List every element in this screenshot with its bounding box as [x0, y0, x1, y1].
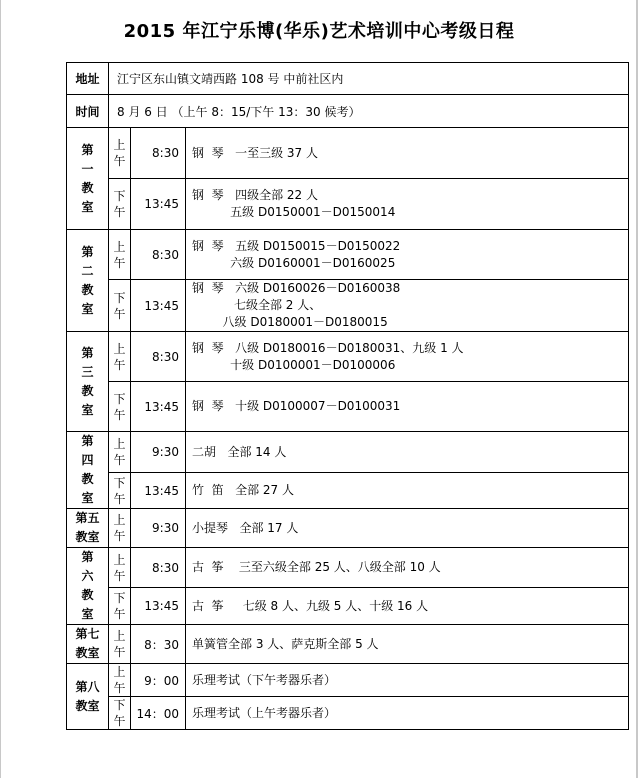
session-row	[67, 697, 629, 730]
session-content: 钢 琴 一至三级 37 人	[186, 128, 629, 179]
session-period: 下 午	[109, 697, 131, 730]
session-period: 下 午	[109, 588, 131, 625]
room-name: 第 四 教 室	[67, 432, 109, 509]
session-period: 上 午	[109, 548, 131, 588]
session-content: 钢 琴 八级 D0180016－D0180031、九级 1 人 十级 D0100001－D0100006	[186, 332, 629, 382]
room-name: 第 六 教 室	[67, 548, 109, 625]
session-time: 13:45	[131, 382, 186, 432]
session-row	[67, 382, 629, 432]
session-content: 钢 琴 十级 D0100007－D0100031	[186, 382, 629, 432]
session-content: 竹 笛 全部 27 人	[186, 473, 629, 509]
session-period: 上 午	[109, 664, 131, 697]
session-time: 8:30	[131, 230, 186, 280]
session-time: 13:45	[131, 280, 186, 332]
room-name: 第 二 教 室	[67, 230, 109, 332]
session-period: 上 午	[109, 332, 131, 382]
session-time: 14：00	[131, 697, 186, 730]
address-value: 江宁区东山镇文靖西路 108 号 中前社区内	[109, 63, 629, 95]
session-time: 8:30	[131, 128, 186, 179]
window-left-border	[0, 0, 1, 778]
session-row	[67, 625, 629, 664]
room-name: 第五 教室	[67, 509, 109, 548]
session-row	[67, 664, 629, 697]
session-time: 13:45	[131, 473, 186, 509]
session-content: 钢 琴 五级 D0150015－D0150022 六级 D0160001－D0160025	[186, 230, 629, 280]
session-period: 上 午	[109, 432, 131, 473]
session-content: 小提琴 全部 17 人	[186, 509, 629, 548]
session-period: 下 午	[109, 382, 131, 432]
session-content: 古 筝 七级 8 人、九级 5 人、十级 16 人	[186, 588, 629, 625]
session-period: 上 午	[109, 509, 131, 548]
time-label: 时间	[67, 95, 109, 128]
address-label: 地址	[67, 63, 109, 95]
room-name: 第 三 教 室	[67, 332, 109, 432]
page-title: 2015 年江宁乐博(华乐)艺术培训中心考级日程	[123, 21, 515, 42]
session-period: 上 午	[109, 230, 131, 280]
room-name: 第八 教室	[67, 664, 109, 730]
session-period: 下 午	[109, 280, 131, 332]
session-time: 9：00	[131, 664, 186, 697]
time-value: 8 月 6 日 （上午 8：15/下午 13：30 候考）	[109, 95, 629, 128]
session-row	[67, 473, 629, 509]
room-name: 第七 教室	[67, 625, 109, 664]
time-row	[67, 95, 629, 128]
schedule-table	[66, 62, 629, 730]
session-period: 下 午	[109, 473, 131, 509]
session-time: 8:30	[131, 548, 186, 588]
session-period: 下 午	[109, 179, 131, 230]
session-row	[67, 509, 629, 548]
session-row	[67, 432, 629, 473]
session-row	[67, 128, 629, 179]
address-row	[67, 63, 629, 95]
session-time: 8:30	[131, 332, 186, 382]
session-time: 13:45	[131, 179, 186, 230]
session-content: 古 筝 三至六级全部 25 人、八级全部 10 人	[186, 548, 629, 588]
room-name: 第 一 教 室	[67, 128, 109, 230]
session-row	[67, 230, 629, 280]
session-row	[67, 588, 629, 625]
session-time: 9:30	[131, 432, 186, 473]
session-row	[67, 179, 629, 230]
session-content: 乐理考试（上午考器乐者）	[186, 697, 629, 730]
session-content: 钢 琴 四级全部 22 人 五级 D0150001－D0150014	[186, 179, 629, 230]
session-period: 上 午	[109, 128, 131, 179]
session-row	[67, 332, 629, 382]
session-row	[67, 548, 629, 588]
session-time: 8：30	[131, 625, 186, 664]
session-content: 乐理考试（下午考器乐者）	[186, 664, 629, 697]
session-row	[67, 280, 629, 332]
session-time: 13:45	[131, 588, 186, 625]
session-content: 钢 琴 六级 D0160026－D0160038 七级全部 2 人、 八级 D0180001－D0180015	[186, 280, 629, 332]
session-content: 二胡 全部 14 人	[186, 432, 629, 473]
session-time: 9:30	[131, 509, 186, 548]
session-content: 单簧管全部 3 人、萨克斯全部 5 人	[186, 625, 629, 664]
session-period: 上 午	[109, 625, 131, 664]
